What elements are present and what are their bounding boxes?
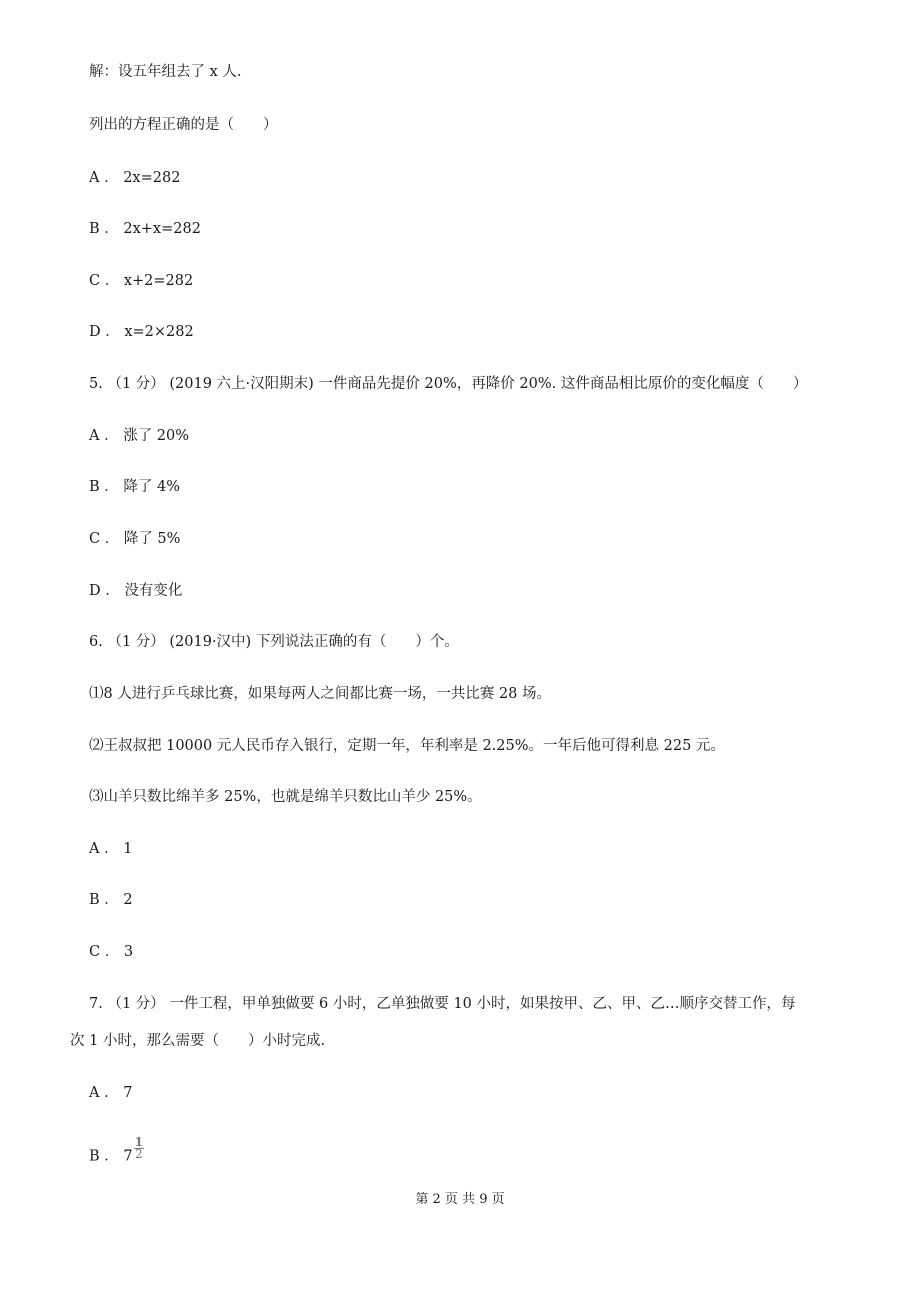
q6-option-b[interactable]: B ． 2: [89, 892, 133, 908]
q7-option-a[interactable]: A ． 7: [89, 1085, 133, 1101]
q4-solution-line: 解：设五年组去了 x 人.: [89, 64, 242, 80]
q6-statement-2: ⑵王叔叔把 10000 元人民币存入银行，定期一年，年利率是 2.25%。一年后他可得利息 225 元。: [89, 738, 725, 754]
page-footer: 第 2 页 共 9 页: [415, 1192, 505, 1207]
q4-option-c[interactable]: C ． x+2=282: [89, 273, 194, 289]
q4-stem: 列出的方程正确的是（ ）: [89, 117, 278, 133]
q7-stem-line1: 7. （1 分） 一件工程，甲单独做要 6 小时，乙单独做要 10 小时，如果按甲、乙、甲、乙…顺序交替工作，每: [89, 996, 796, 1012]
q7-option-b-prefix: B ． 7: [89, 1148, 133, 1165]
q5-option-c[interactable]: C ． 降了 5%: [89, 531, 181, 547]
q6-option-a[interactable]: A ． 1: [89, 841, 133, 857]
q4-option-a[interactable]: A ． 2x=282: [89, 170, 181, 186]
q5-option-b[interactable]: B ． 降了 4%: [89, 479, 180, 495]
q6-stem: 6. （1 分） (2019·汉中) 下列说法正确的有（ ）个。: [89, 634, 459, 650]
q6-statement-3: ⑶山羊只数比绵羊多 25%，也就是绵羊只数比山羊少 25%。: [89, 789, 482, 805]
q5-option-a[interactable]: A ． 涨了 20%: [89, 428, 190, 444]
q7-stem-line2: 次 1 小时，那么需要（ ）小时完成.: [70, 1033, 326, 1049]
q4-option-b[interactable]: B ． 2x+x=282: [89, 221, 201, 237]
q4-option-d[interactable]: D ． x=2×282: [89, 324, 194, 340]
q7-option-b-fraction: [134, 1137, 144, 1160]
fraction-numerator: 1: [134, 1135, 143, 1149]
q5-option-d[interactable]: D ． 没有变化: [89, 583, 183, 599]
q5-stem: 5. （1 分） (2019 六上·汉阳期末) 一件商品先提价 20%，再降价 20%. 这件商品相比原价的变化幅度（ ）: [89, 376, 808, 392]
fraction-denominator: 2: [134, 1147, 143, 1161]
q6-statement-1: ⑴8 人进行乒乓球比赛，如果每两人之间都比赛一场，一共比赛 28 场。: [89, 686, 552, 702]
q6-option-c[interactable]: C ． 3: [89, 944, 134, 960]
q7-option-b[interactable]: [89, 1135, 144, 1168]
